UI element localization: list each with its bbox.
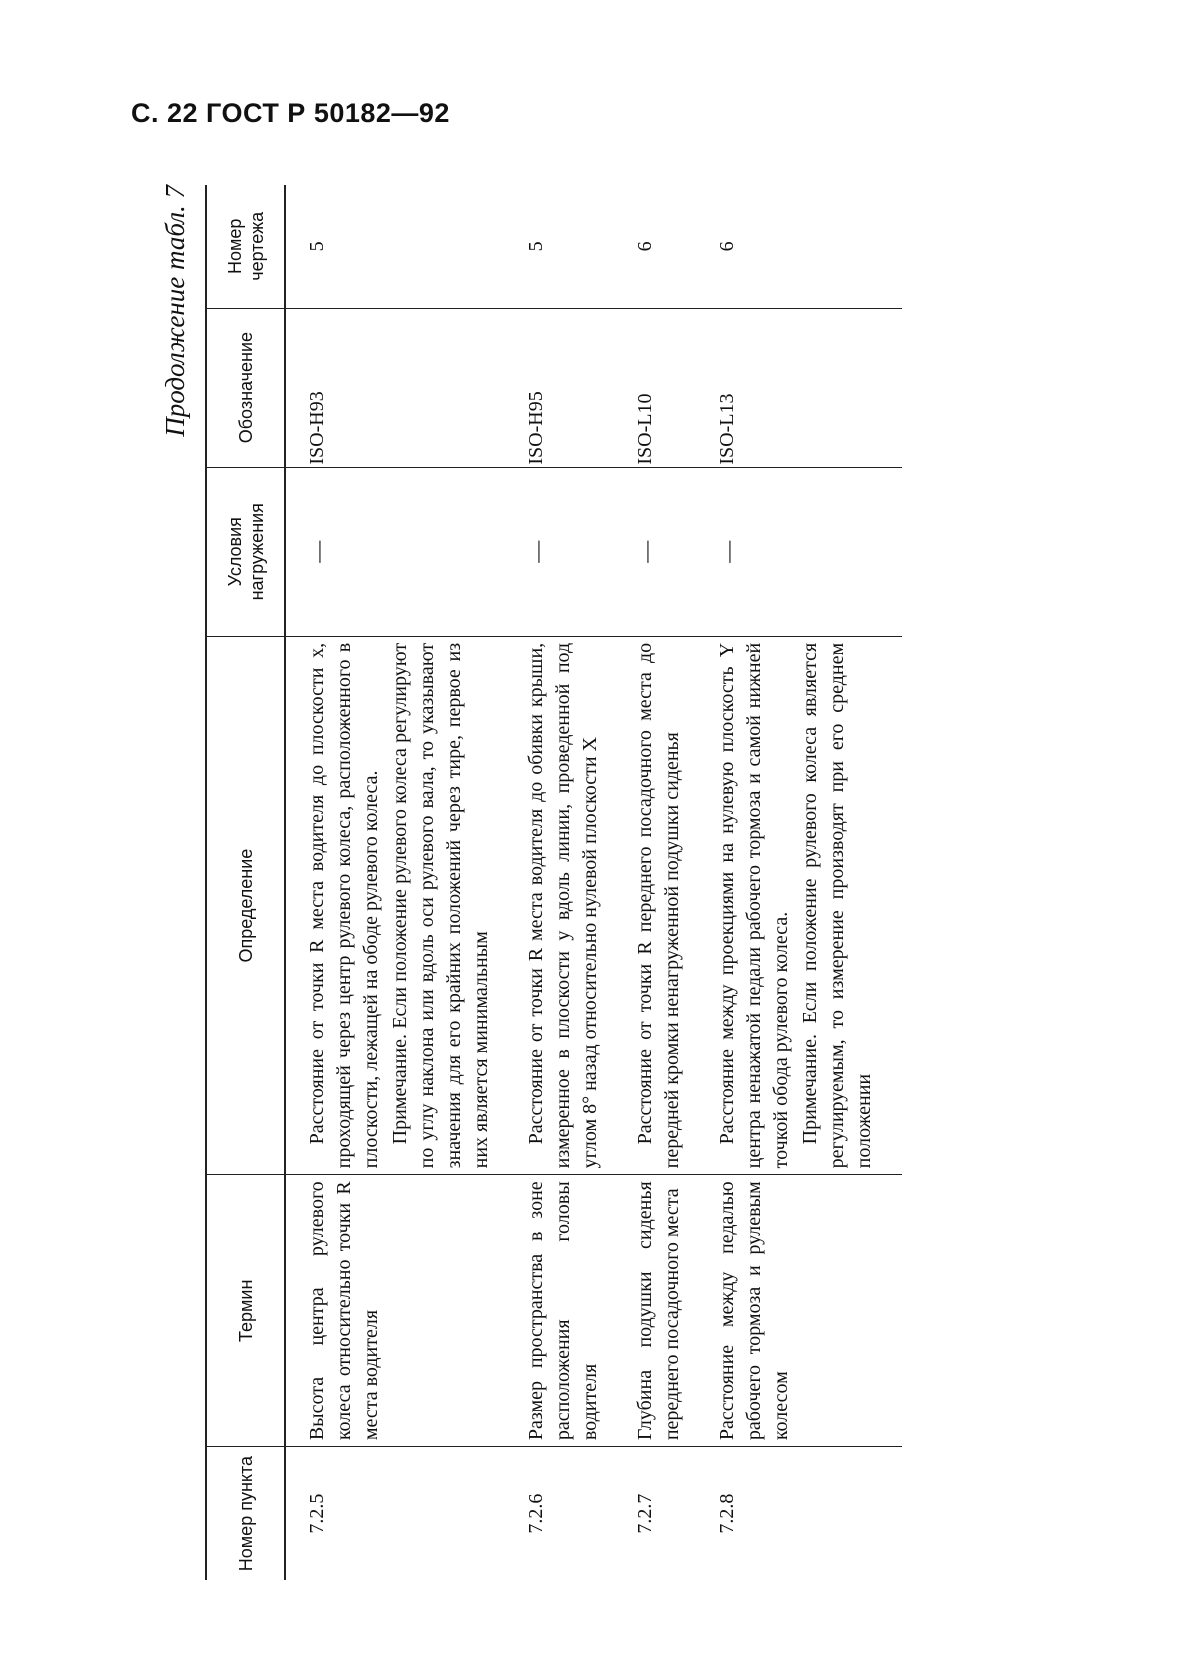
row-number: 7.2.7 bbox=[634, 1493, 656, 1534]
row-definition bbox=[614, 636, 696, 1175]
col-header-conditions: Условия нагружения bbox=[206, 467, 285, 636]
row-drawing: 6 bbox=[614, 185, 696, 308]
col-header-designation: Обозначение bbox=[206, 308, 285, 467]
row-conditions: — bbox=[505, 467, 614, 636]
row-designation: ISO-L10 bbox=[614, 308, 696, 467]
definition-note: Примечание. Если положение рулевого колеса является регулируемым, то измерение производят при его среднем положении bbox=[799, 642, 875, 1169]
row-term: Глубина подушки сиденья переднего посадочного места bbox=[614, 1175, 696, 1447]
terms-table bbox=[205, 185, 902, 1580]
row-designation: ISO-H93 bbox=[285, 308, 505, 467]
row-drawing: 5 bbox=[285, 185, 505, 308]
col-header-drawing: Номер чертежа bbox=[206, 185, 285, 308]
row-drawing: 6 bbox=[696, 185, 902, 308]
row-term: Высота центра рулевого колеса относительно точки R места водителя bbox=[285, 1175, 505, 1447]
row-conditions: — bbox=[614, 467, 696, 636]
col-header-term: Термин bbox=[206, 1175, 285, 1447]
definition-text: Расстояние от точки R переднего посадочного места до передней кромки ненагруженной подушки сиденья bbox=[634, 642, 683, 1169]
row-term: Расстояние между педалью рабочего тормоза и рулевым колесом bbox=[696, 1175, 902, 1447]
row-term: Размер пространства в зоне расположения головы водителя bbox=[505, 1175, 614, 1447]
definition-text: Расстояние от точки R места водителя до плоскости x, проходящей через центр рулевого колеса, расположенного в плоскости, лежащей на ободе рулевого колеса. bbox=[306, 642, 382, 1169]
row-number: 7.2.6 bbox=[525, 1493, 547, 1534]
table-header-row bbox=[206, 185, 285, 1580]
rotated-table-block bbox=[160, 185, 1030, 1580]
table-row bbox=[696, 185, 902, 1580]
row-conditions: — bbox=[696, 467, 902, 636]
row-drawing: 5 bbox=[505, 185, 614, 308]
col-header-number: Номер пункта bbox=[206, 1447, 285, 1580]
row-designation: ISO-L13 bbox=[696, 308, 902, 467]
definition-text: Расстояние между проекциями на нулевую плоскость Y центра ненажатой педали рабочего тормоза и самой нижней точкой обода рулевого колеса. bbox=[716, 642, 792, 1169]
row-definition bbox=[696, 636, 902, 1175]
table-row bbox=[505, 185, 614, 1580]
row-definition bbox=[505, 636, 614, 1175]
table-caption: Продолжение табл. 7 bbox=[160, 185, 190, 437]
row-designation: ISO-H95 bbox=[505, 308, 614, 467]
table-row bbox=[285, 185, 505, 1580]
definition-text: Расстояние от точки R места водителя до обивки крыши, измеренное в плоскости y вдоль линии, проведенной под углом 8° назад относительно нулевой плоскости X bbox=[525, 642, 601, 1169]
row-number: 7.2.5 bbox=[306, 1493, 328, 1534]
col-header-definition: Определение bbox=[206, 636, 285, 1175]
row-conditions: — bbox=[285, 467, 505, 636]
table-row bbox=[614, 185, 696, 1580]
definition-note: Примечание. Если положение рулевого колеса регулируют по углу наклона или вдоль оси рулевого вала, то указывают значения для его крайних положений через тире, первое из них является минимальным bbox=[389, 642, 492, 1169]
row-number: 7.2.8 bbox=[716, 1493, 738, 1534]
row-definition bbox=[285, 636, 505, 1175]
page-header: С. 22 ГОСТ Р 50182—92 bbox=[131, 98, 450, 128]
